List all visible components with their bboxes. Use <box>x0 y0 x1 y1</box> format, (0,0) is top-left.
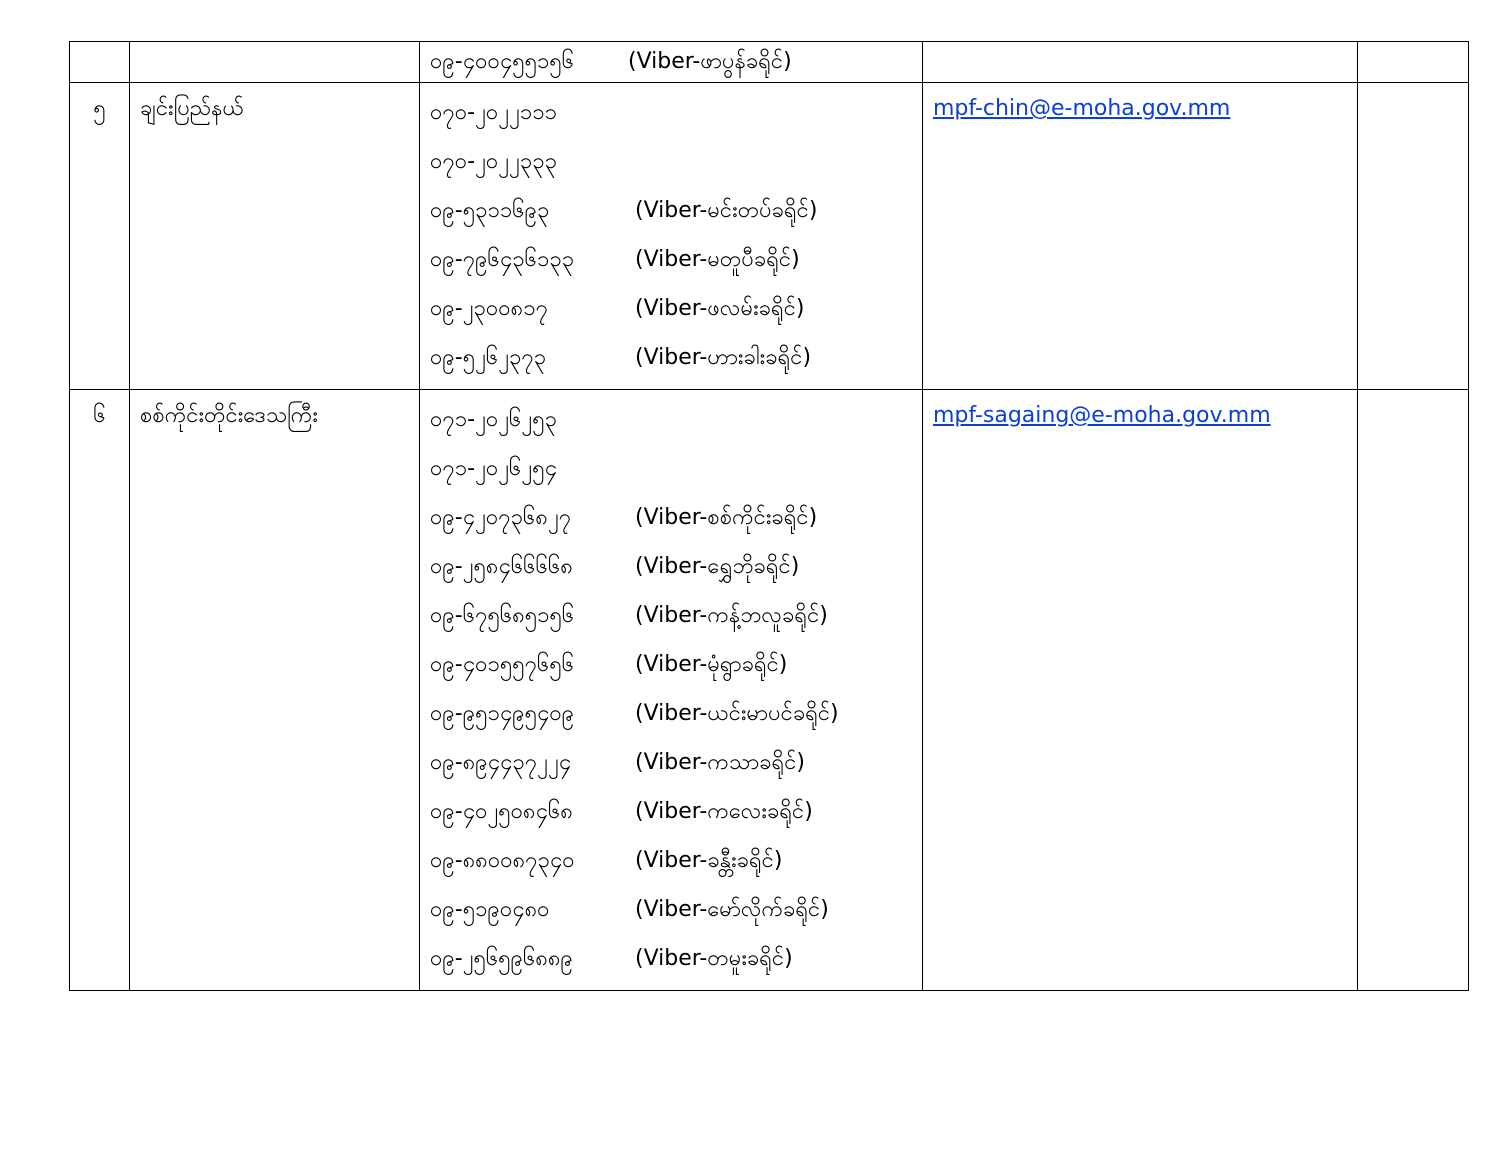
phone-number: ၀၉-၆၇၅၆၈၅၁၅၆ <box>430 603 575 628</box>
phone-number: ၀၉-၉၅၁၄၉၅၄၀၉ <box>430 701 575 726</box>
email-cell <box>923 390 1358 991</box>
viber-label: (Viber-ကလေးခရိုင်) <box>635 799 813 824</box>
phone-entry <box>430 837 922 886</box>
phone-entry <box>430 396 922 445</box>
phone-number: ၀၉-၈၈၀၀၈၇၃၄၀ <box>430 848 575 873</box>
region-cell <box>130 83 420 390</box>
viber-label: (Viber-စစ်ကိုင်းခရိုင်) <box>635 505 818 530</box>
phone-entry <box>430 236 922 285</box>
viber-label: (Viber-ခန္တီးခရိုင်) <box>635 848 783 873</box>
region-name: စစ်ကိုင်းတိုင်းဒေသကြီး <box>140 403 318 428</box>
phone-entry <box>430 886 922 935</box>
phone-number: ၀၉-၅၃၁၁၆၉၃ <box>430 198 550 223</box>
phone-number: ၀၇၀-၂၀၂၂၃၃၃ <box>430 149 557 174</box>
row-number-cell <box>70 390 130 991</box>
phone-entry <box>430 285 922 334</box>
table-row <box>70 42 1469 83</box>
phone-entry <box>430 788 922 837</box>
row-number-cell <box>70 42 130 83</box>
phone-entry <box>430 42 922 82</box>
phone-entry <box>430 334 922 383</box>
phone-entry <box>430 592 922 641</box>
phone-number: ၀၉-၄၀၁၅၅၇၆၅၆ <box>430 652 575 677</box>
phone-cell <box>420 83 923 390</box>
phone-entry <box>430 690 922 739</box>
phone-number: ၀၉-၅၁၉၀၄၈၀ <box>430 897 550 922</box>
table-body <box>70 42 1469 991</box>
row-number: ၆ <box>93 403 106 428</box>
viber-label: (Viber-တမူးခရိုင်) <box>635 946 793 971</box>
region-cell <box>130 390 420 991</box>
phone-number: ၀၉-၄၀၂၅၀၈၄၆၈ <box>430 799 573 824</box>
phone-entry <box>430 138 922 187</box>
remarks-cell <box>1358 83 1469 390</box>
email-link[interactable]: mpf-chin@e-moha.gov.mm <box>933 96 1231 121</box>
phone-number: ၀၉-၂၃၀၀၈၁၇ <box>430 296 548 321</box>
region-name: ချင်းပြည်နယ် <box>140 96 244 121</box>
row-number: ၅ <box>93 96 106 121</box>
phone-entry <box>430 187 922 236</box>
viber-label: (Viber-ဖာပွန်ခရိုင်) <box>628 48 792 74</box>
email-cell <box>923 42 1358 83</box>
viber-label: (Viber-ဟားခါးခရိုင်) <box>635 345 812 370</box>
row-number-cell <box>70 83 130 390</box>
email-cell <box>923 83 1358 390</box>
phone-cell <box>420 42 923 83</box>
phone-number: ၀၉-၂၅၆၅၉၆၈၈၉ <box>430 946 573 971</box>
phone-number: ၀၇၁-၂၀၂၆၂၅၄ <box>430 456 557 481</box>
phone-number: ၀၇၀-၂၀၂၂၁၁၁ <box>430 100 557 125</box>
email-link[interactable]: mpf-sagaing@e-moha.gov.mm <box>933 403 1271 428</box>
viber-label: (Viber-မတူပီခရိုင်) <box>635 247 800 272</box>
phone-entry <box>430 739 922 788</box>
viber-label: (Viber-ကသာခရိုင်) <box>635 750 805 775</box>
phone-entry <box>430 89 922 138</box>
phone-entry <box>430 543 922 592</box>
region-cell <box>130 42 420 83</box>
phone-cell <box>420 390 923 991</box>
phone-number: ၀၉-၈၉၄၄၃၇၂၂၄ <box>430 750 572 775</box>
remarks-cell <box>1358 42 1469 83</box>
table-row <box>70 390 1469 991</box>
phone-number: ၀၉-၅၂၆၂၃၇၃ <box>430 345 547 370</box>
viber-label: (Viber-ကန့်ဘလူခရိုင်) <box>635 603 828 628</box>
phone-number: ၀၉-၂၅၈၄၆၆၆၆၈ <box>430 554 573 579</box>
remarks-cell <box>1358 390 1469 991</box>
viber-label: (Viber-ယင်းမာပင်ခရိုင်) <box>635 701 839 726</box>
phone-number: ၀၉-၄၀၀၄၅၅၁၅၆ <box>430 48 575 74</box>
phone-number: ၀၉-၇၉၆၄၃၆၁၃၃ <box>430 247 575 272</box>
contact-table <box>69 41 1469 991</box>
viber-label: (Viber-ရွှေဘိုခရိုင်) <box>635 554 800 579</box>
phone-number: ၀၇၁-၂၀၂၆၂၅၃ <box>430 407 557 432</box>
phone-entry <box>430 494 922 543</box>
phone-entry <box>430 935 922 984</box>
viber-label: (Viber-ဖလမ်းခရိုင်) <box>635 296 805 321</box>
table-row <box>70 83 1469 390</box>
viber-label: (Viber-မုံရွာခရိုင်) <box>635 652 788 677</box>
viber-label: (Viber-မင်းတပ်ခရိုင်) <box>635 198 818 223</box>
phone-entry <box>430 641 922 690</box>
phone-number: ၀၉-၄၂၀၇၃၆၈၂၇ <box>430 505 572 530</box>
viber-label: (Viber-မော်လိုက်ခရိုင်) <box>635 897 829 922</box>
phone-entry <box>430 445 922 494</box>
